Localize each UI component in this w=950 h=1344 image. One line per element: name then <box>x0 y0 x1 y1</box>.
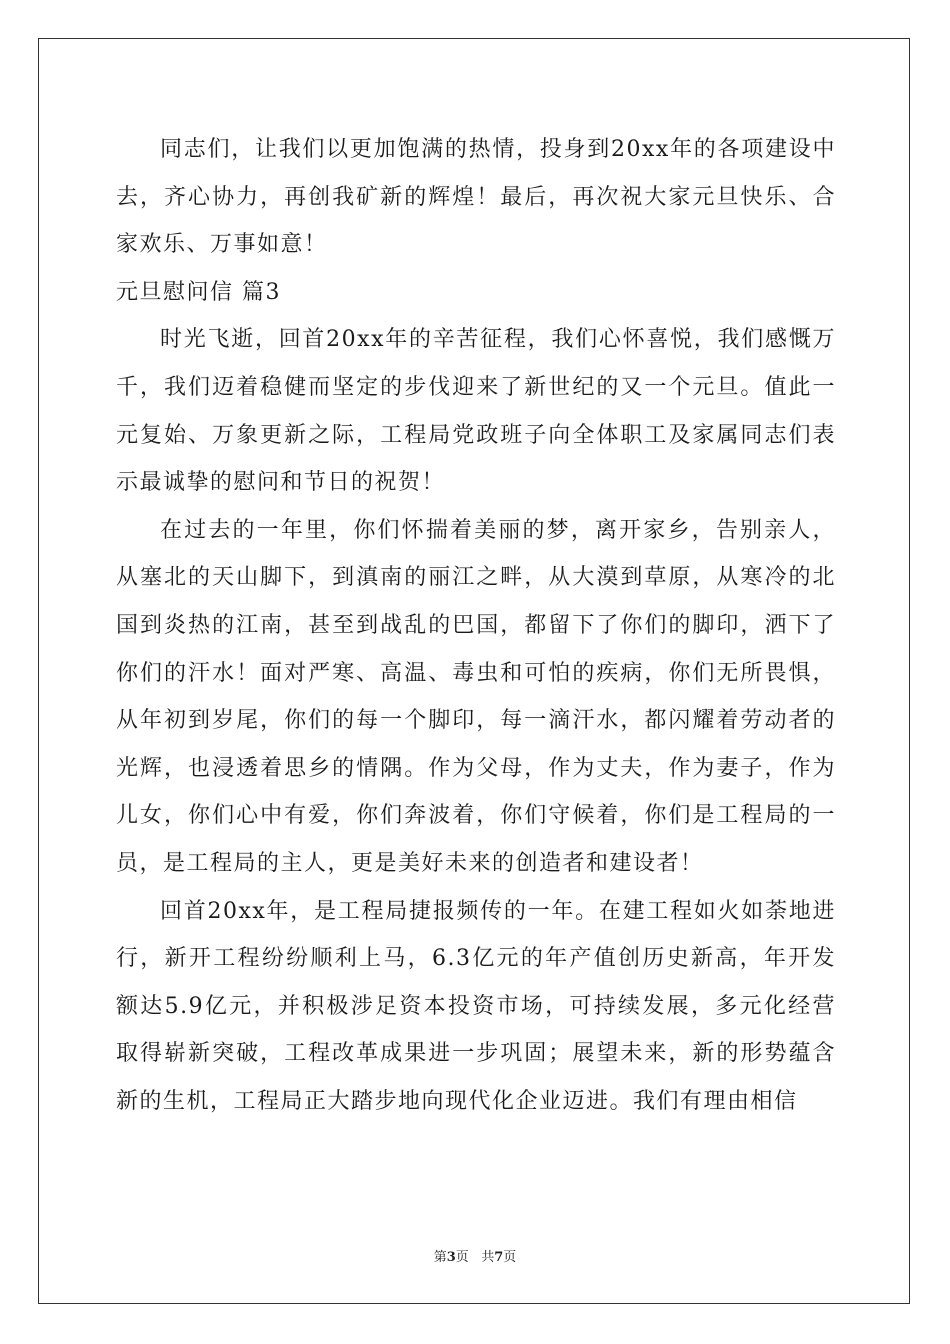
page-footer <box>0 1246 950 1265</box>
paragraph-1: 时光飞逝，回首20xx年的辛苦征程，我们心怀喜悦，我们感慨万千，我们迈着稳健而坚定的步伐迎来了新世纪的又一个元旦。值此一元复始、万象更新之际，工程局党政班子向全体职工及家属同志们表示最诚挚的慰问和节日的祝贺！ <box>116 327 836 496</box>
paragraph-2: 在过去的一年里，你们怀揣着美丽的梦，离开家乡，告别亲人，从塞北的天山脚下，到滇南的丽江之畔，从大漠到草原，从寒冷的北国到炎热的江南，甚至到战乱的巴国，都留下了你们的脚印，洒下了你们的汗水！面对严寒、高温、毒虫和可怕的疾病，你们无所畏惧，从年初到岁尾，你们的每一个脚印，每一滴汗水，都闪耀着劳动者的光辉，也浸透着思乡的情隅。作为父母，作为丈夫，作为妻子，作为儿女，你们心中有爱，你们奔波着，你们守候着，你们是工程局的一员，是工程局的主人，更是美好未来的创造者和建设者！ <box>116 517 836 876</box>
total-pages: 7 <box>494 1250 504 1265</box>
total-prefix: 共 <box>481 1250 495 1265</box>
section-heading: 元旦慰问信 篇3 <box>116 279 281 305</box>
total-suffix: 页 <box>503 1250 517 1265</box>
page-suffix: 页 <box>455 1250 469 1265</box>
page-number: 3 <box>446 1250 456 1265</box>
intro-paragraph: 同志们，让我们以更加饱满的热情，投身到20xx年的各项建设中去，齐心协力，再创我矿新的辉煌！最后，再次祝大家元旦快乐、合家欢乐、万事如意！ <box>116 137 836 258</box>
paragraph-3: 回首20xx年，是工程局捷报频传的一年。在建工程如火如荼地进行，新开工程纷纷顺利上马，6.3亿元的年产值创历史新高，年开发额达5.9亿元，并积极涉足资本投资市场，可持续发展，多元化经营取得崭新突破，工程改革成果进一步巩固；展望未来，新的形势蕴含新的生机，工程局正大踏步地向现代化企业迈进。我们有理由相信 <box>116 898 836 1114</box>
page-prefix: 第 <box>433 1250 447 1265</box>
document-body <box>116 126 836 1125</box>
